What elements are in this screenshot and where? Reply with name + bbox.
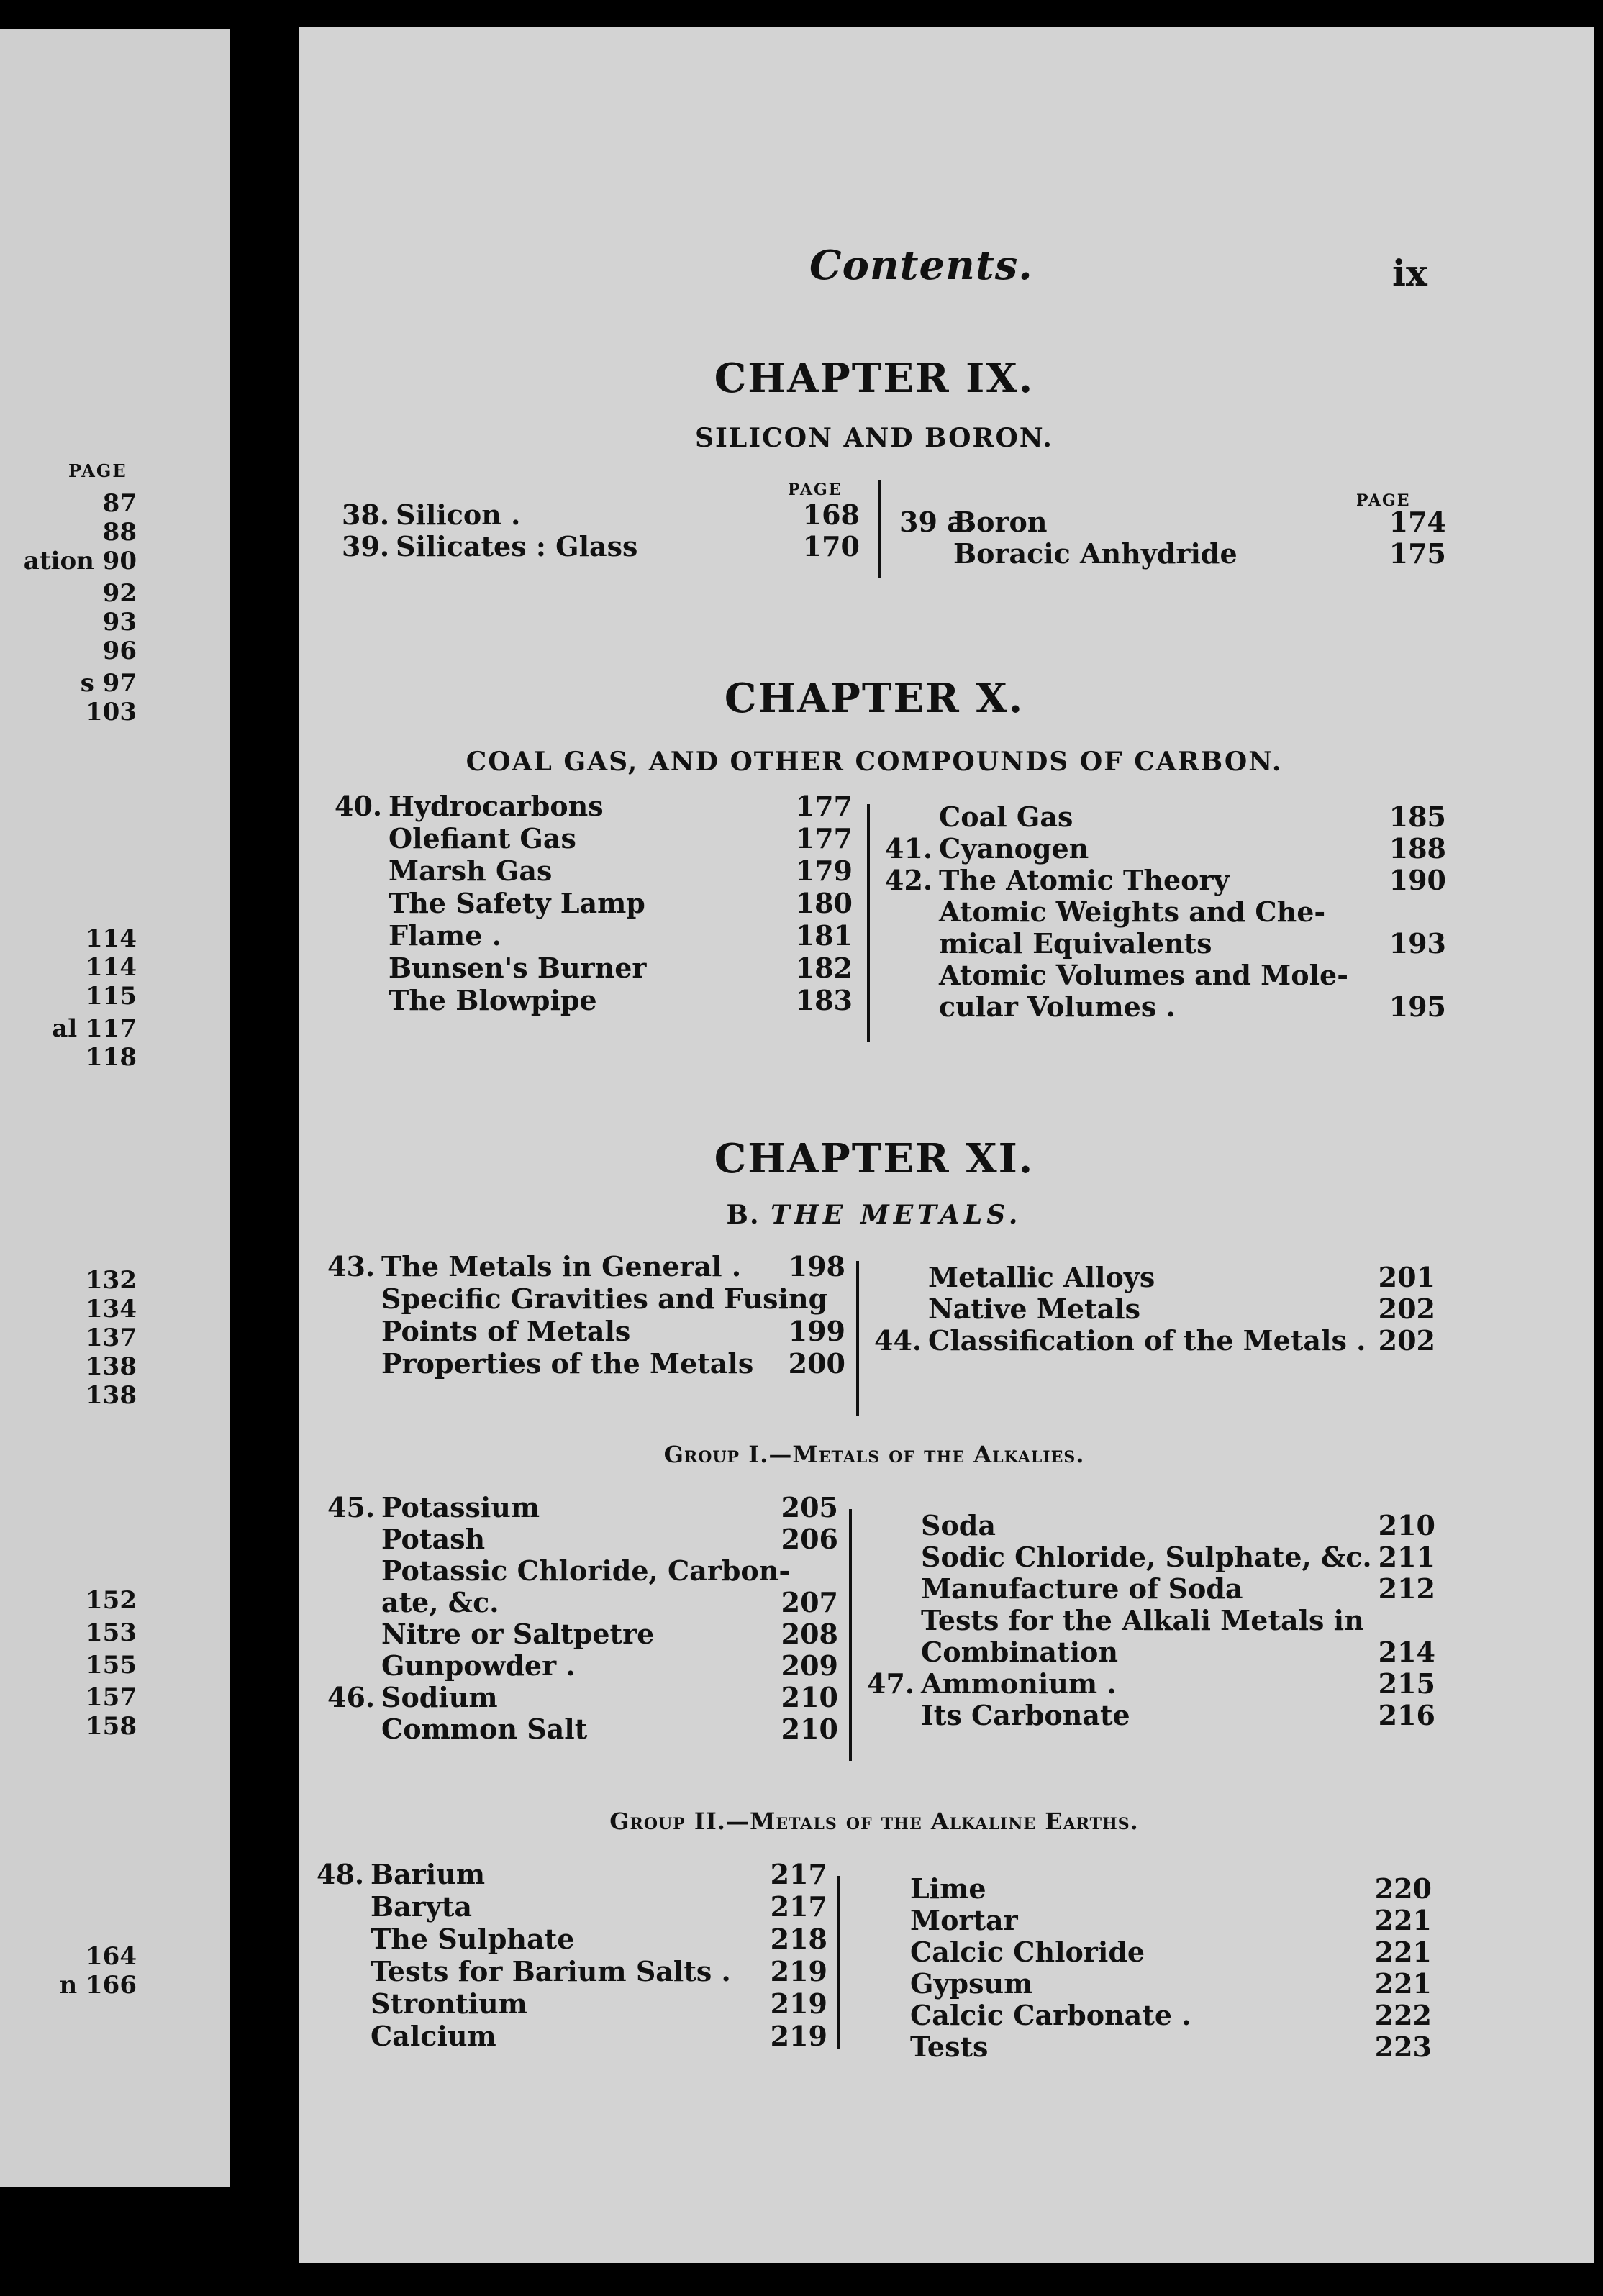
page-number: 217 — [770, 1890, 827, 1923]
left-page-fragment-text: s 97 — [80, 669, 137, 698]
page-number: 195 — [1389, 990, 1446, 1023]
toc-entry — [867, 1667, 1435, 1699]
left-page-fragment — [0, 29, 230, 2187]
left-page-fragment-text: 115 — [86, 982, 137, 1011]
entry-title: Boracic Anhydride — [953, 537, 1238, 570]
toc-entry — [335, 919, 853, 952]
entry-title: Potassic Chloride, Carbon- — [381, 1554, 791, 1587]
page-number: 202 — [1378, 1324, 1435, 1357]
section-number: 45. — [327, 1491, 376, 1523]
entry-title: Common Salt — [381, 1713, 588, 1745]
entry-title: Potassium — [381, 1491, 540, 1523]
entry-title: Calcic Carbonate . — [910, 1999, 1191, 2031]
section-number: 39. — [342, 530, 390, 562]
section-number: 47. — [867, 1667, 915, 1700]
left-page-fragment-text: 155 — [86, 1651, 137, 1680]
entry-title: The Blowpipe — [389, 984, 597, 1016]
entry-title: Properties of the Metals — [381, 1347, 754, 1380]
entry-title: Tests for the Alkali Metals in — [921, 1604, 1364, 1636]
page-number: 210 — [1378, 1509, 1435, 1541]
entry-title: Calcic Chloride — [910, 1936, 1145, 1968]
chapter-xi-section — [299, 1200, 1450, 1230]
toc-entry — [885, 927, 1446, 959]
toc-entry — [335, 790, 853, 822]
toc-entry — [335, 887, 853, 919]
toc-entry — [342, 530, 860, 562]
entry-title: Baryta — [371, 1890, 473, 1923]
page-number: 223 — [1374, 2031, 1432, 2063]
section-number: 43. — [327, 1250, 376, 1283]
entry-title: Soda — [921, 1509, 996, 1541]
entry-title: Calcium — [371, 2020, 496, 2052]
page-number: 185 — [1389, 801, 1446, 833]
toc-entry — [317, 1858, 827, 1890]
entry-title: Gypsum — [910, 1967, 1033, 2000]
page-number: 199 — [788, 1315, 845, 1347]
chapter-ix-page-label-right: PAGE — [1356, 491, 1411, 510]
left-page-fragment-text: 153 — [86, 1618, 137, 1647]
page-number: 211 — [1378, 1541, 1435, 1573]
left-page-fragment-text: 96 — [102, 637, 137, 665]
entry-title: Combination — [921, 1636, 1119, 1668]
toc-entry — [899, 506, 1446, 537]
toc-entry — [327, 1523, 838, 1554]
left-page-fragment-text: al 117 — [52, 1014, 137, 1043]
entry-title: Lime — [910, 1872, 986, 1905]
toc-entry — [867, 1541, 1435, 1572]
left-page-fragment-text: 114 — [86, 924, 137, 953]
toc-entry — [856, 1872, 1432, 1904]
chapter-ix-left-column — [342, 498, 860, 562]
page-number: 219 — [770, 1955, 827, 1987]
entry-title: Points of Metals — [381, 1315, 631, 1347]
page-number: 215 — [1378, 1667, 1435, 1700]
toc-entry — [335, 984, 853, 1016]
left-page-fragment-text: 157 — [86, 1683, 137, 1712]
left-page-header: PAGE — [68, 460, 127, 481]
page-number: 222 — [1374, 1999, 1432, 2031]
toc-entry — [327, 1315, 845, 1347]
entry-title: Sodic Chloride, Sulphate, &c. — [921, 1541, 1372, 1573]
group-ii-title: Group II.—Metals of the Alkaline Earths. — [609, 1808, 1139, 1835]
left-page-fragment-text: 88 — [102, 518, 137, 547]
chapter-x-section: COAL GAS, AND OTHER COMPOUNDS OF CARBON. — [466, 747, 1283, 777]
left-page-fragment-text: 114 — [86, 953, 137, 982]
entry-title: Strontium — [371, 1987, 527, 2020]
entry-title: The Sulphate — [371, 1923, 575, 1955]
toc-entry — [327, 1681, 838, 1713]
toc-entry — [856, 1999, 1432, 2031]
page-number: 219 — [770, 1987, 827, 2020]
section-number: 41. — [885, 832, 933, 865]
left-page-fragment-text: 93 — [102, 608, 137, 637]
entry-title: Atomic Volumes and Mole- — [939, 959, 1348, 991]
page-number: 193 — [1389, 927, 1446, 960]
entry-title: Silicon . — [396, 498, 521, 531]
entry-title: Coal Gas — [939, 801, 1073, 833]
toc-entry — [327, 1491, 838, 1523]
entry-title: Hydrocarbons — [389, 790, 604, 822]
section-number: 46. — [327, 1681, 376, 1713]
toc-entry — [327, 1250, 845, 1283]
page-number: 177 — [795, 822, 853, 855]
toc-entry — [885, 896, 1446, 927]
left-page-fragment-text: 87 — [102, 489, 137, 518]
toc-entry — [317, 2020, 827, 2052]
toc-entry — [317, 1987, 827, 2020]
group-ii-left-column — [317, 1858, 827, 2052]
page-number: 216 — [1378, 1699, 1435, 1731]
entry-title: Tests — [910, 2031, 989, 2063]
page-number: 177 — [795, 790, 853, 822]
page-number: 202 — [1378, 1293, 1435, 1325]
toc-entry — [327, 1618, 838, 1649]
toc-entry — [885, 801, 1446, 832]
chapter-x-left-column — [335, 790, 853, 1016]
entry-title: The Metals in General . — [381, 1250, 742, 1283]
toc-entry — [856, 2031, 1432, 2062]
section-number: 42. — [885, 864, 933, 896]
left-page-fragment-text: 134 — [86, 1295, 137, 1324]
entry-title: Native Metals — [928, 1293, 1141, 1325]
entry-title: Nitre or Saltpetre — [381, 1618, 655, 1650]
toc-entry — [342, 498, 860, 530]
toc-entry — [885, 959, 1446, 990]
toc-entry — [317, 1923, 827, 1955]
toc-entry — [867, 1636, 1435, 1667]
entry-title: Marsh Gas — [389, 855, 553, 887]
entry-title: ate, &c. — [381, 1586, 499, 1618]
toc-entry — [885, 832, 1446, 864]
chapter-xi-section-prefix: B. — [726, 1200, 760, 1230]
entry-title: Gunpowder . — [381, 1649, 576, 1682]
page-number: 175 — [1389, 537, 1446, 570]
section-number: 38. — [342, 498, 390, 531]
page-number: 218 — [770, 1923, 827, 1955]
left-page-fragment-text: 132 — [86, 1266, 137, 1295]
chapter-xi-right-column — [874, 1261, 1435, 1356]
entry-title: Cyanogen — [939, 832, 1089, 865]
chapter-x-title: CHAPTER X. — [724, 675, 1025, 722]
page-number: 221 — [1374, 1967, 1432, 2000]
left-page-fragment-text: 92 — [102, 579, 137, 608]
section-number: 48. — [317, 1858, 365, 1890]
page-number: 179 — [795, 855, 853, 887]
folio: ix — [1392, 252, 1427, 294]
page-number: 170 — [802, 530, 860, 562]
left-page-fragment-text: 138 — [86, 1381, 137, 1410]
contents-page — [299, 27, 1594, 2263]
group-ii-right-column — [856, 1872, 1432, 2062]
toc-entry — [327, 1554, 838, 1586]
entry-title: Ammonium . — [921, 1667, 1117, 1700]
page-number: 221 — [1374, 1936, 1432, 1968]
entry-title: Bunsen's Burner — [389, 952, 647, 984]
toc-entry — [327, 1347, 845, 1380]
toc-entry — [874, 1324, 1435, 1356]
toc-entry — [327, 1283, 845, 1315]
column-divider — [849, 1509, 852, 1761]
entry-title: Classification of the Metals . — [928, 1324, 1366, 1357]
toc-entry — [327, 1713, 838, 1744]
left-page-fragment-text: 164 — [86, 1942, 137, 1971]
page-number: 201 — [1378, 1261, 1435, 1293]
toc-entry — [317, 1955, 827, 1987]
section-number: 39 a. — [899, 506, 974, 538]
left-page-fragment-text: 138 — [86, 1352, 137, 1381]
page-number: 214 — [1378, 1636, 1435, 1668]
entry-title: Silicates : Glass — [396, 530, 638, 562]
left-page-fragment-text: 158 — [86, 1712, 137, 1741]
entry-title: Tests for Barium Salts . — [371, 1955, 731, 1987]
page-number: 198 — [788, 1250, 845, 1283]
chapter-xi-section-name: THE METALS. — [771, 1200, 1022, 1230]
left-page-fragment-text: 137 — [86, 1324, 137, 1352]
running-title: Contents. — [809, 242, 1033, 289]
page-number: 219 — [770, 2020, 827, 2052]
entry-title: Olefiant Gas — [389, 822, 576, 855]
page-number: 217 — [770, 1858, 827, 1890]
page-number: 188 — [1389, 832, 1446, 865]
chapter-x-right-column — [885, 801, 1446, 1022]
toc-entry — [874, 1261, 1435, 1293]
entry-title: Metallic Alloys — [928, 1261, 1155, 1293]
entry-title: mical Equivalents — [939, 927, 1212, 960]
toc-entry — [327, 1586, 838, 1618]
page-number: 212 — [1378, 1572, 1435, 1605]
left-page-fragment-text: 118 — [86, 1043, 137, 1072]
column-divider — [867, 804, 870, 1042]
page-number: 168 — [802, 498, 860, 531]
page-number: 180 — [795, 887, 853, 919]
left-page-fragment-text: n 166 — [59, 1971, 137, 2000]
column-divider — [856, 1261, 859, 1416]
toc-entry — [867, 1572, 1435, 1604]
toc-entry — [885, 990, 1446, 1022]
chapter-xi-left-column — [327, 1250, 845, 1380]
toc-entry — [867, 1604, 1435, 1636]
toc-entry — [335, 952, 853, 984]
entry-title: Barium — [371, 1858, 486, 1890]
group-i-left-column — [327, 1491, 838, 1744]
chapter-ix-section: SILICON AND BORON. — [695, 423, 1053, 453]
page-number: 205 — [781, 1491, 838, 1523]
toc-entry — [335, 822, 853, 855]
entry-title: Its Carbonate — [921, 1699, 1130, 1731]
page-number: 208 — [781, 1618, 838, 1650]
page-number: 200 — [788, 1347, 845, 1380]
page-number: 221 — [1374, 1904, 1432, 1936]
page-number: 174 — [1389, 506, 1446, 538]
section-number: 40. — [335, 790, 383, 822]
toc-entry — [317, 1890, 827, 1923]
page-number: 190 — [1389, 864, 1446, 896]
column-divider — [878, 480, 881, 578]
entry-title: Boron — [953, 506, 1048, 538]
page-number: 207 — [781, 1586, 838, 1618]
chapter-xi-title: CHAPTER XI. — [714, 1135, 1035, 1183]
entry-title: Atomic Weights and Che- — [939, 896, 1326, 928]
page-number: 181 — [795, 919, 853, 952]
left-page-fragment-text: 152 — [86, 1586, 137, 1615]
chapter-ix-page-label-left: PAGE — [788, 480, 843, 499]
left-page-fragment-text: ation 90 — [23, 547, 137, 575]
entry-title: The Safety Lamp — [389, 887, 645, 919]
chapter-ix-title: CHAPTER IX. — [714, 355, 1035, 402]
chapter-ix-right-column — [899, 506, 1446, 569]
entry-title: Specific Gravities and Fusing — [381, 1283, 828, 1315]
page-number: 210 — [781, 1713, 838, 1745]
toc-entry — [867, 1509, 1435, 1541]
toc-entry — [885, 864, 1446, 896]
entry-title: Potash — [381, 1523, 486, 1555]
entry-title: Mortar — [910, 1904, 1018, 1936]
page-number: 206 — [781, 1523, 838, 1555]
toc-entry — [856, 1904, 1432, 1936]
toc-entry — [856, 1936, 1432, 1967]
toc-entry — [874, 1293, 1435, 1324]
group-i-right-column — [867, 1509, 1435, 1731]
section-number: 44. — [874, 1324, 922, 1357]
toc-entry — [335, 855, 853, 887]
page-number: 209 — [781, 1649, 838, 1682]
entry-title: cular Volumes . — [939, 990, 1176, 1023]
toc-entry — [899, 537, 1446, 569]
entry-title: Flame . — [389, 919, 501, 952]
entry-title: Sodium — [381, 1681, 498, 1713]
toc-entry — [867, 1699, 1435, 1731]
left-page-fragment-text: 103 — [86, 698, 137, 726]
group-i-title: Group I.—Metals of the Alkalies. — [663, 1441, 1085, 1468]
toc-entry — [856, 1967, 1432, 1999]
entry-title: The Atomic Theory — [939, 864, 1230, 896]
column-divider — [837, 1876, 840, 2049]
page-number: 183 — [795, 984, 853, 1016]
toc-entry — [327, 1649, 838, 1681]
page-number: 210 — [781, 1681, 838, 1713]
page-number: 182 — [795, 952, 853, 984]
page-number: 220 — [1374, 1872, 1432, 1905]
entry-title: Manufacture of Soda — [921, 1572, 1243, 1605]
